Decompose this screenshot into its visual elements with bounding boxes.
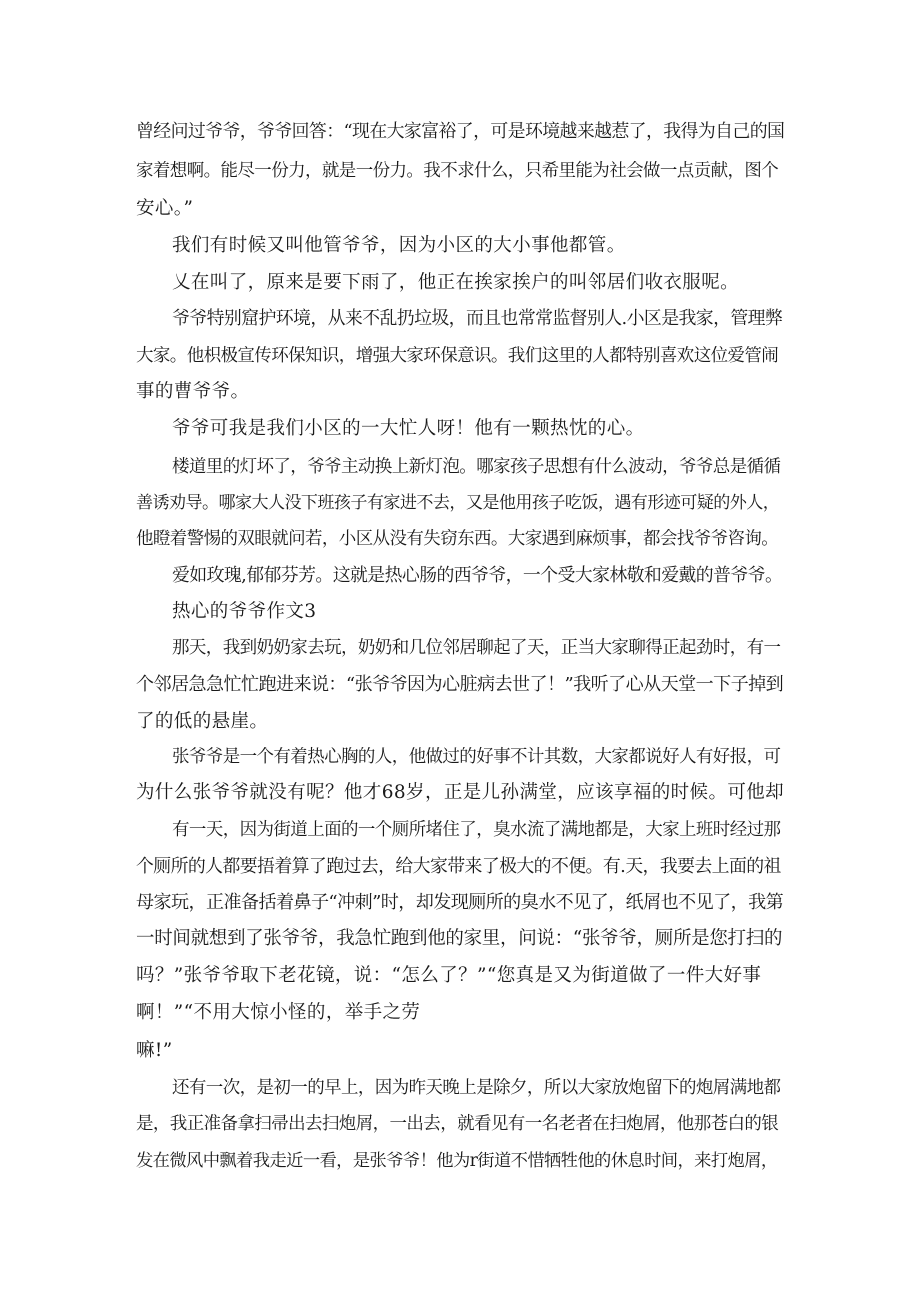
text-line: 有一天，因为街道上面的一个厕所堵住了，臭水流了满地都是，大家上班时经过那	[172, 820, 781, 840]
text-line: 那天，我到奶奶家去玩，奶奶和几位邻居聊起了天，正当大家聊得正起劲时，有一	[172, 638, 781, 658]
text-line: 我们有时候又叫他管爷爷，因为小区的大小事他都管。	[172, 235, 626, 256]
text-line: 事的曹爷爷。	[136, 381, 250, 402]
text-line: 一时间就想到了张爷爷，我急忙跑到他的家里，问说：“张爷爷，厕所是您打扫的	[136, 928, 783, 949]
text-line: 他瞪着警惕的双眼就问若，小区从没有失窃东西。大家遇到麻烦事，都会找爷爷咨询。	[136, 529, 779, 549]
text-line: 为什么张爷爷就没有呢？他才68岁，正是儿孙满堂，应该享福的时候。可他却	[136, 782, 785, 803]
text-line: 个厕所的人都要捂着算了跑过去，给大家带来了极大的不便。有.天，我要去上面的祖	[136, 856, 781, 877]
text-line: 啊！”“不用大惊小怪的，举手之劳	[136, 1002, 421, 1023]
text-line: 爷爷可我是我们小区的一大忙人呀！他有一颗热忱的心。	[172, 418, 645, 439]
text-line: 嘛!”	[136, 1040, 173, 1061]
text-line: 发在微风中飘着我走近一看，是张爷爷！他为r街道不惜牺牲他的休息时间，来打炮屑，	[136, 1151, 778, 1171]
text-line: 是，我正准备拿扫帚出去扫炮屑，一出去，就看见有一名老者在扫炮屑，他那苍白的银	[136, 1114, 779, 1134]
text-line: 吗？”张爷爷取下老花镜，说：“怎么了？”“您真是又为街道做了一件大好事	[136, 965, 762, 986]
text-line: 家着想啊。能尽一份力，就是一份力。我不求什么，只希里能为社会做一点贡献，图个	[136, 161, 779, 181]
text-line: 安心。”	[136, 198, 194, 219]
text-line: 个邻居急急忙忙跑进来说：“张爷爷因为心脏病去世了！”我听了心从天堂一下子掉到	[136, 674, 784, 695]
text-line: 善诱劝导。哪家大人没下班孩子有家进不去，又是他用孩子吃饭，遇有形迹可疑的外人，	[136, 493, 780, 513]
text-line: 楼道里的灯坏了，爷爷主动换上新灯泡。哪家孩子思想有什么波动，爷爷总是循循	[172, 457, 781, 477]
text-line: 张爷爷是一个有着热心胸的人，他做过的好事不计其数，大家都说好人有好报，可	[172, 747, 781, 767]
section-heading: 热心的爷爷作文3	[172, 601, 317, 622]
text-line: 大家。他枳极宣传环保知识，增强大家环保意识。我们这里的人都特别喜欢这位爱管闹	[136, 346, 779, 366]
text-line: 母家玩，正准备括着鼻子“冲刺”时，却发现厕所的臭水不见了，纸屑也不见了，我第	[136, 892, 784, 913]
text-line: 了的低的悬崖。	[136, 711, 269, 732]
text-line: 曾经问过爷爷，爷爷回答：“现在大家富裕了，可是环境越来越惹了，我得为自己的国	[136, 121, 785, 142]
text-line: 爱如玫瑰,郁郁芬芳。这就是热心肠的西爷爷，一个受大家林敬和爱戴的普爷爷。	[172, 565, 783, 586]
text-line: 还有一次，是初一的早上，因为昨天晚上是除夕，所以大家放炮留下的炮屑满地都	[172, 1078, 781, 1098]
text-line: 乂在叫了，原来是要下雨了，他正在挨家挨户的叫邻居们收衣服呢。	[172, 272, 740, 293]
text-line: 爷爷特别窟护环境，从来不乱扔垃圾，而且也常常监督别人.小区是我家，管理弊	[172, 308, 783, 329]
